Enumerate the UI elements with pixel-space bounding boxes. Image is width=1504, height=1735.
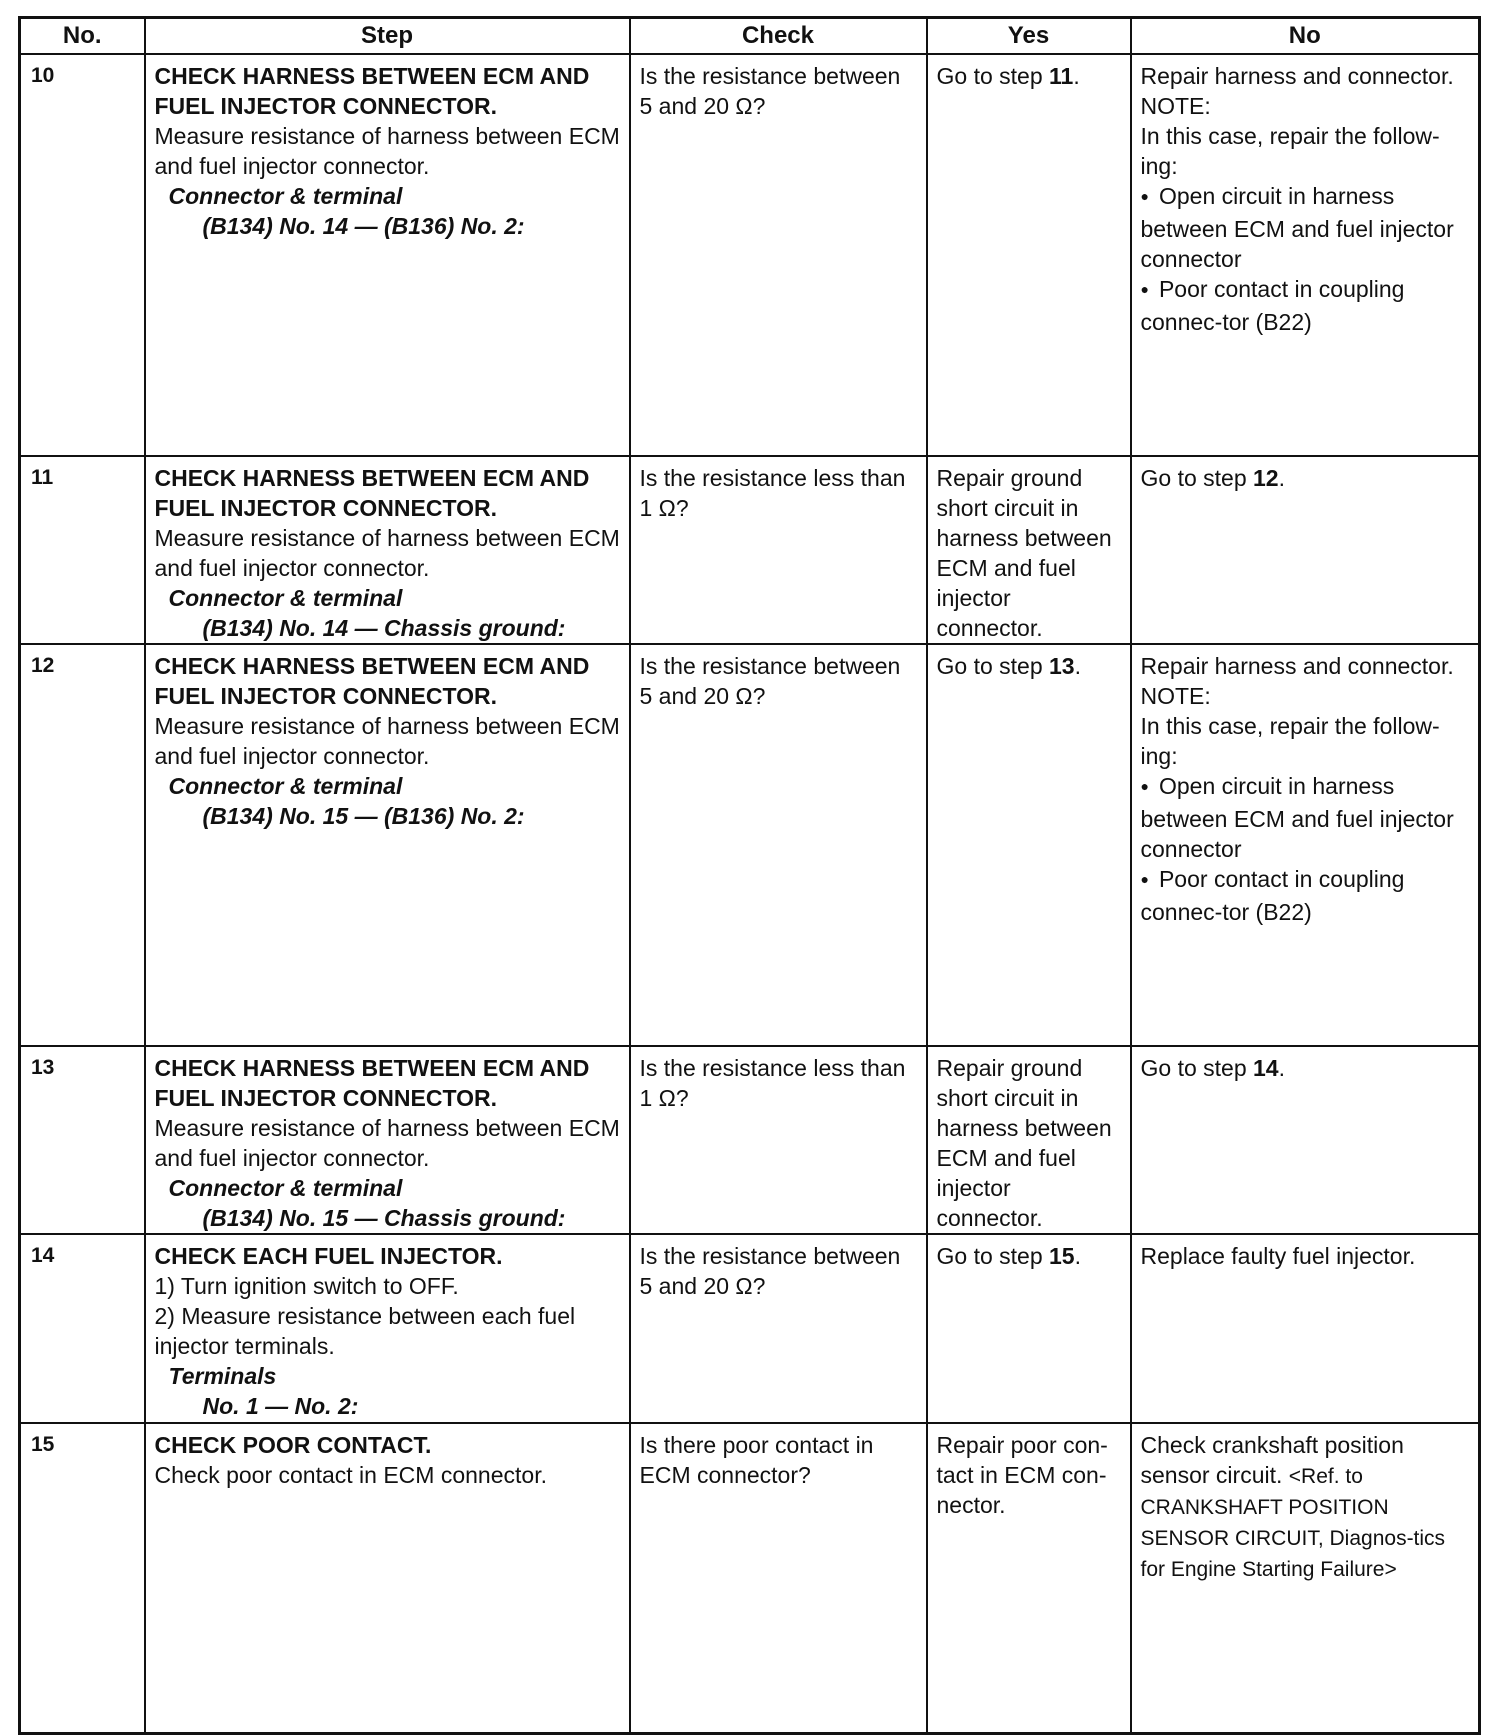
yes-suffix: . xyxy=(1074,1243,1081,1269)
connector-label: Connector & terminal xyxy=(168,773,403,799)
connector-label: Connector & terminal xyxy=(168,183,403,209)
no-cell xyxy=(1131,54,1480,456)
step-text: Measure resistance of harness between ECM and fuel injector connector. xyxy=(154,713,620,769)
table-row xyxy=(20,1046,1480,1234)
step-cell xyxy=(145,1234,630,1423)
no-prefix: Go to step xyxy=(1140,465,1254,491)
header-check: Check xyxy=(630,18,927,55)
header-row xyxy=(20,18,1480,55)
yes-suffix: . xyxy=(1074,653,1081,679)
header-no-column: No xyxy=(1131,18,1480,55)
yes-step-number: 11 xyxy=(1049,63,1074,89)
note-bullet: ● Open circuit in harness between ECM and fuel injector connector xyxy=(1141,181,1471,274)
step-cell xyxy=(145,54,630,456)
header-step: Step xyxy=(145,18,630,55)
yes-cell: Repair poor con-tact in ECM con-nector. xyxy=(927,1423,1131,1733)
table-row xyxy=(20,1423,1480,1733)
no-suffix: . xyxy=(1278,1055,1285,1081)
no-cell xyxy=(1131,644,1480,1046)
step-cell xyxy=(145,644,630,1046)
step-number: 11 xyxy=(20,456,145,644)
terminals-value: No. 1 — No. 2: xyxy=(202,1393,359,1419)
connector-label: Connector & terminal xyxy=(168,1175,403,1201)
terminals-label: Terminals xyxy=(168,1363,277,1389)
step-title: CHECK EACH FUEL INJECTOR. xyxy=(154,1243,503,1269)
yes-prefix: Go to step xyxy=(936,1243,1050,1269)
yes-suffix: . xyxy=(1073,63,1080,89)
step-title: CHECK POOR CONTACT. xyxy=(154,1432,432,1458)
no-prefix: Go to step xyxy=(1140,1055,1254,1081)
reference-text: <Ref. to CRANKSHAFT POSITION SENSOR CIRCUIT, Diagnos-tics for Engine Starting Failure> xyxy=(1140,1465,1446,1581)
note-label: NOTE: xyxy=(1140,683,1211,709)
step-cell xyxy=(145,1423,630,1733)
no-step-number: 14 xyxy=(1253,1055,1279,1081)
check-cell: Is the resistance less than 1 Ω? xyxy=(630,456,927,644)
no-cell xyxy=(1131,1423,1480,1733)
yes-cell xyxy=(927,644,1131,1046)
check-cell: Is the resistance between 5 and 20 Ω? xyxy=(630,1234,927,1423)
table-row xyxy=(20,456,1480,644)
table-row xyxy=(20,644,1480,1046)
step-title: CHECK HARNESS BETWEEN ECM AND FUEL INJECTOR CONNECTOR. xyxy=(154,1055,590,1111)
note-label: NOTE: xyxy=(1140,93,1211,119)
step-cell xyxy=(145,456,630,644)
connector-value: (B134) No. 14 — Chassis ground: xyxy=(202,615,566,641)
diagnostic-table xyxy=(18,16,1481,1735)
connector-value: (B134) No. 15 — Chassis ground: xyxy=(202,1205,566,1231)
connector-value: (B134) No. 14 — (B136) No. 2: xyxy=(202,213,525,239)
diagnostic-table-page xyxy=(18,16,1478,1735)
header-yes: Yes xyxy=(927,18,1131,55)
step-number: 15 xyxy=(20,1423,145,1733)
check-cell: Is there poor contact in ECM connector? xyxy=(630,1423,927,1733)
yes-cell xyxy=(927,54,1131,456)
table-row xyxy=(20,54,1480,456)
connector-label: Connector & terminal xyxy=(168,585,403,611)
no-step-number: 12 xyxy=(1253,465,1279,491)
step-title: CHECK HARNESS BETWEEN ECM AND FUEL INJECTOR CONNECTOR. xyxy=(154,63,590,119)
yes-cell xyxy=(927,1234,1131,1423)
yes-prefix: Go to step xyxy=(936,653,1050,679)
note-bullet: ● Poor contact in coupling connec-tor (B22) xyxy=(1141,274,1471,337)
no-cell xyxy=(1131,1046,1480,1234)
step-title: CHECK HARNESS BETWEEN ECM AND FUEL INJECTOR CONNECTOR. xyxy=(154,653,590,709)
no-cell: Replace faulty fuel injector. xyxy=(1131,1234,1480,1423)
step-text: Measure resistance of harness between ECM and fuel injector connector. xyxy=(154,123,620,179)
no-cell xyxy=(1131,456,1480,644)
check-cell: Is the resistance between 5 and 20 Ω? xyxy=(630,54,927,456)
no-text: Check crankshaft position sensor circuit. xyxy=(1140,1432,1404,1488)
yes-cell: Repair ground short circuit in harness between ECM and fuel injector connector. xyxy=(927,1046,1131,1234)
step-text: Measure resistance of harness between ECM and fuel injector connector. xyxy=(154,525,620,581)
step-cell xyxy=(145,1046,630,1234)
check-cell: Is the resistance less than 1 Ω? xyxy=(630,1046,927,1234)
note-text: In this case, repair the follow-ing: xyxy=(1140,123,1440,179)
step-text: Check poor contact in ECM connector. xyxy=(154,1462,547,1488)
yes-step-number: 13 xyxy=(1049,653,1075,679)
step-line: 1) Turn ignition switch to OFF. xyxy=(154,1273,459,1299)
no-suffix: . xyxy=(1278,465,1285,491)
note-bullet: ● Poor contact in coupling connec-tor (B22) xyxy=(1141,864,1471,927)
step-number: 13 xyxy=(20,1046,145,1234)
step-number: 10 xyxy=(20,54,145,456)
yes-prefix: Go to step xyxy=(936,63,1050,89)
check-cell: Is the resistance between 5 and 20 Ω? xyxy=(630,644,927,1046)
yes-cell: Repair ground short circuit in harness between ECM and fuel injector connector. xyxy=(927,456,1131,644)
note-bullet: ● Open circuit in harness between ECM and fuel injector connector xyxy=(1141,771,1471,864)
no-text: Repair harness and connector. xyxy=(1140,63,1454,89)
note-text: In this case, repair the follow-ing: xyxy=(1140,713,1440,769)
connector-value: (B134) No. 15 — (B136) No. 2: xyxy=(202,803,525,829)
step-line: 2) Measure resistance between each fuel injector terminals. xyxy=(154,1303,576,1359)
step-text: Measure resistance of harness between ECM and fuel injector connector. xyxy=(154,1115,620,1171)
table-row xyxy=(20,1234,1480,1423)
no-text: Repair harness and connector. xyxy=(1140,653,1454,679)
yes-step-number: 15 xyxy=(1049,1243,1075,1269)
step-title: CHECK HARNESS BETWEEN ECM AND FUEL INJECTOR CONNECTOR. xyxy=(154,465,590,521)
header-no: No. xyxy=(20,18,145,55)
step-number: 12 xyxy=(20,644,145,1046)
step-number: 14 xyxy=(20,1234,145,1423)
